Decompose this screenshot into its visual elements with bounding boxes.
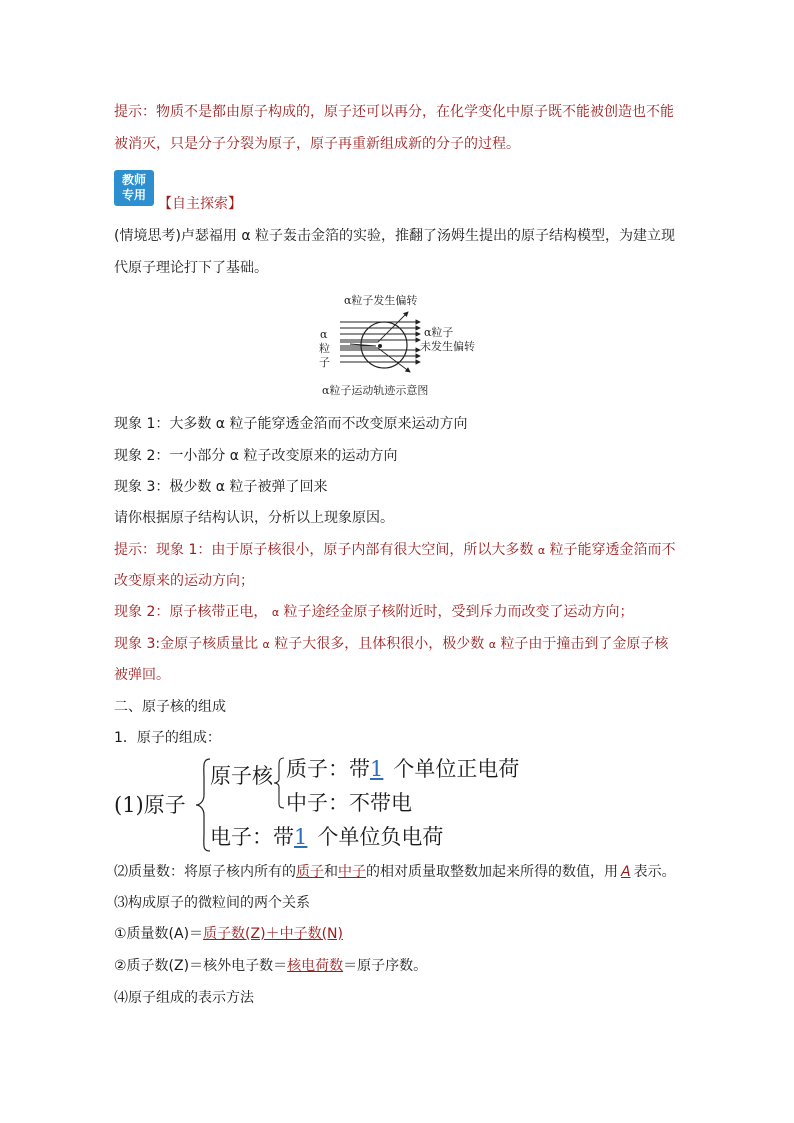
phenomenon-2: 现象 2：一小部分 α 粒子改变原来的运动方向	[114, 448, 398, 464]
hint2-line-5: 被弹回。	[114, 667, 170, 683]
formula-electron	[210, 825, 443, 849]
mass-number-line	[114, 862, 676, 882]
hint2-line-2: 改变原来的运动方向；	[114, 573, 254, 589]
phenomenon-3: 现象 3：极少数 α 粒子被弹了回来	[114, 479, 328, 495]
diagram-label-top: α粒子发生偏转	[344, 294, 418, 307]
section-title: 二、原子核的组成	[114, 699, 226, 715]
scenario-line-2: 代原子理论打下了基础。	[114, 260, 268, 276]
hint2-p2-b: 粒子途经金原子核附近时，受到斥力而改变了运动方向；	[283, 604, 634, 620]
relation-1-b: 质子数(Z)＋中子数(N)	[203, 926, 343, 942]
hint-paragraph-line-2: 被消灭，只是分子分裂为原子，原子再重新组成新的分子的过程。	[114, 136, 520, 152]
alpha-symbol: α	[537, 544, 546, 557]
hint2-p3-b: 粒子大很多，且体积很小，极少数	[274, 636, 485, 652]
nucleus-dot	[378, 344, 382, 348]
mass-symbol-A: A	[621, 864, 631, 880]
hint2-line-3	[114, 602, 634, 623]
formula-neutron: 中子：不带电	[286, 791, 412, 815]
neutron-term: 中子	[338, 864, 366, 880]
item-4-title: ⑷原子组成的表示方法	[114, 990, 254, 1006]
hint2-line-1	[114, 540, 676, 561]
relation-1	[114, 924, 343, 944]
electron-label: 电子：带	[210, 825, 294, 849]
relation-2-c: ＝原子序数。	[343, 958, 428, 974]
mass-number-a: ⑵质量数：将原子核内所有的	[114, 864, 296, 880]
electron-tail: 个单位负电荷	[317, 825, 444, 849]
formula-lead: (1)原子	[114, 793, 186, 817]
hint2-p1-a: 提示：现象 1：由于原子核很小，原子内部有很大空间，所以大多数	[114, 542, 534, 558]
small-brace-icon	[272, 755, 286, 811]
alpha-scattering-diagram	[300, 292, 500, 400]
hint2-p1-b: 粒子能穿透金箔而不	[549, 542, 676, 558]
relation-2-b: 核电荷数	[287, 958, 344, 974]
proton-label: 质子：带	[286, 757, 370, 781]
phenomenon-1: 现象 1：大多数 α 粒子能穿透金箔而不改变原来运动方向	[114, 416, 468, 432]
teacher-use-badge	[114, 170, 154, 206]
alpha-particle-paths	[340, 312, 420, 372]
explore-label: 【自主探索】	[158, 196, 242, 212]
diagram-caption: α粒子运动轨迹示意图	[322, 384, 429, 397]
diagram-label-left-1: α	[320, 328, 328, 341]
mass-number-d: 表示。	[633, 864, 676, 880]
alpha-symbol: α	[488, 638, 496, 651]
alpha-symbol: α	[262, 638, 270, 651]
hint2-p3-a: 现象 3:金原子核质量比	[114, 636, 259, 652]
hint2-p3-c: 粒子由于撞击到了金原子核	[500, 636, 669, 652]
atom-composition-formula	[114, 755, 534, 855]
badge-text-bottom: 专用	[121, 188, 146, 202]
relation-2	[114, 956, 427, 976]
hint-paragraph-line-1: 提示：物质不是都由原子构成的，原子还可以再分，在化学变化中原子既不能被创造也不能	[114, 104, 674, 120]
formula-proton	[286, 757, 519, 781]
proton-charge-number: 1	[370, 757, 384, 781]
alpha-symbol: α	[271, 606, 280, 619]
proton-term: 质子	[296, 864, 324, 880]
mass-number-b: 和	[324, 864, 338, 880]
question-text: 请你根据原子结构认识，分析以上现象原因。	[114, 510, 394, 526]
mass-number-c: 的相对质量取整数加起来所得的数值，用	[366, 864, 618, 880]
diagram-label-right-1: α粒子	[424, 326, 454, 339]
proton-tail: 个单位正电荷	[393, 757, 520, 781]
alpha-scattering-svg	[300, 292, 500, 400]
badge-text-top: 教师	[121, 173, 146, 187]
formula-nucleus: 原子核	[210, 764, 273, 788]
diagram-label-left-3: 子	[319, 356, 330, 369]
relation-2-a: ②质子数(Z)＝核外电子数＝	[114, 958, 288, 974]
diagram-label-right-2: 未发生偏转	[420, 340, 475, 353]
electron-charge-number: 1	[294, 825, 308, 849]
relation-1-a: ①质量数(A)＝	[114, 926, 204, 942]
item-3-title: ⑶构成原子的微粒间的两个关系	[114, 895, 310, 911]
hint2-line-4	[114, 634, 668, 655]
diagram-label-left-2: 粒	[319, 342, 330, 355]
scenario-line-1: (情境思考)卢瑟福用 α 粒子轰击金箔的实验，推翻了汤姆生提出的原子结构模型，为建立现	[114, 228, 676, 244]
hint2-p2-a: 现象 2：原子核带正电，	[114, 604, 268, 620]
item-1-title: 1．原子的组成：	[114, 730, 221, 746]
